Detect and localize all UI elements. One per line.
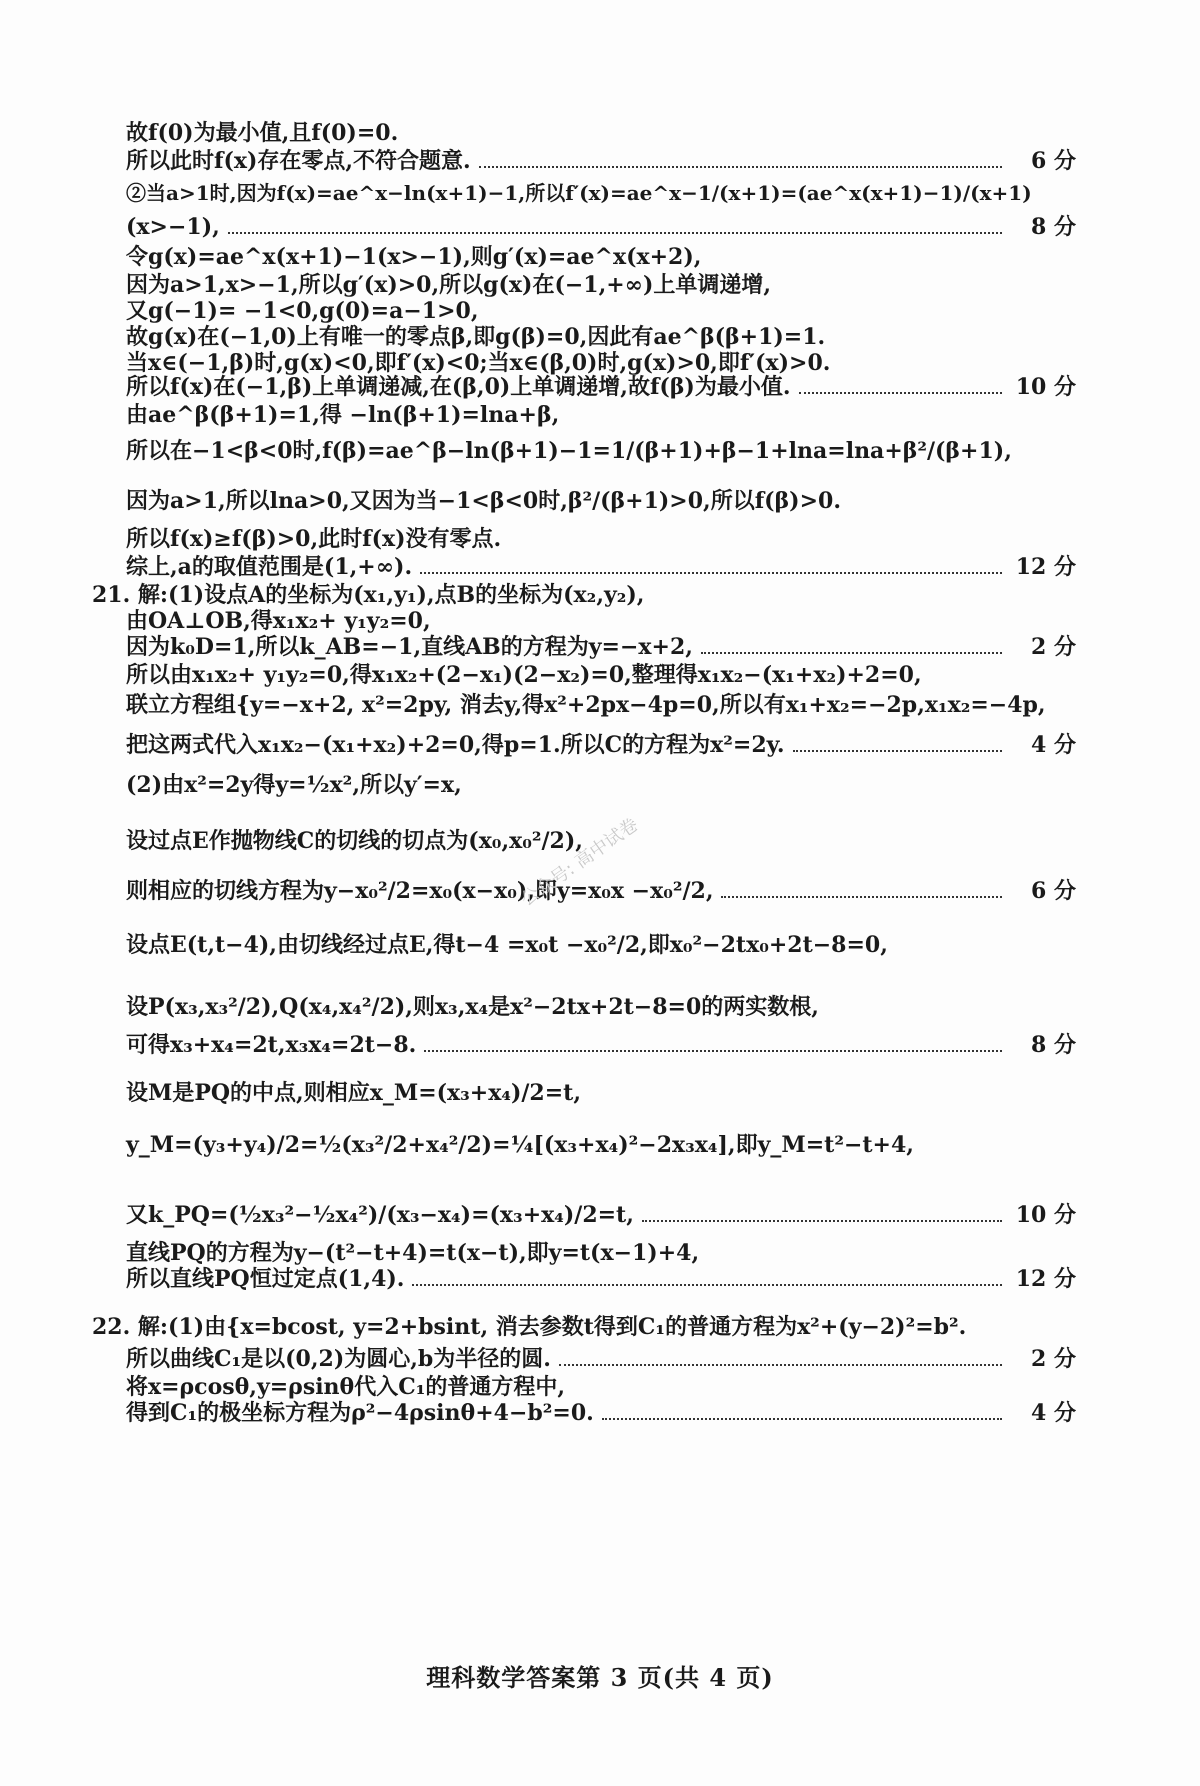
line-text: 所以f(x)在(−1,β)上单调递减,在(β,0)上单调递增,故f(β)为最小值. <box>126 374 791 400</box>
score-label: 10 分 <box>1015 1202 1076 1228</box>
solution-line <box>126 1344 1076 1374</box>
leader-dots <box>479 166 1002 168</box>
score-label: 8 分 <box>1031 1032 1076 1058</box>
line-text: 把这两式代入x₁x₂−(x₁+x₂)+2=0,得p=1.所以C的方程为x²=2y. <box>126 732 785 758</box>
score-label: 12 分 <box>1015 1266 1076 1292</box>
solution-line <box>126 730 1076 760</box>
solution-line <box>126 876 1076 906</box>
line-text: 设P(x₃,x₃²/2),Q(x₄,x₄²/2),则x₃,x₄是x²−2tx+2t−8=0的两实数根, <box>126 994 819 1020</box>
solution-line <box>92 1312 1076 1342</box>
leader-dots <box>228 232 1002 234</box>
solution-line <box>126 1130 1076 1160</box>
leader-dots <box>602 1418 1002 1420</box>
leader-dots <box>793 750 1002 752</box>
leader-dots <box>799 392 1003 394</box>
line-text: 所以由x₁x₂+ y₁y₂=0,得x₁x₂+(2−x₁)(2−x₂)=0,整理得x₁x₂−(x₁+x₂)+2=0, <box>126 662 922 688</box>
leader-dots <box>701 652 1002 654</box>
score-label: 2 分 <box>1031 1346 1076 1372</box>
score-label: 10 分 <box>1015 374 1076 400</box>
solution-line <box>126 372 1076 402</box>
line-text: 令g(x)=ae^x(x+1)−1(x>−1),则g′(x)=ae^x(x+2), <box>126 244 702 270</box>
score-label: 8 分 <box>1031 214 1076 240</box>
leader-dots <box>412 1284 1002 1286</box>
solution-line <box>126 660 1076 690</box>
line-text: 联立方程组{y=−x+2, x²=2py, 消去y,得x²+2px−4p=0,所以有x₁+x₂=−2p,x₁x₂=−4p, <box>126 692 1046 718</box>
line-text: 设点E(t,t−4),由切线经过点E,得t−4 =x₀t −x₀²/2,即x₀²−2tx₀+2t−8=0, <box>126 932 888 958</box>
score-label: 6 分 <box>1031 148 1076 174</box>
score-label: 4 分 <box>1031 732 1076 758</box>
line-text: 故g(x)在(−1,0)上有唯一的零点β,即g(β)=0,因此有ae^β(β+1)=1. <box>126 324 826 350</box>
line-text: 因为a>1,所以lna>0,又因为当−1<β<0时,β²/(β+1)>0,所以f(β)>0. <box>126 488 841 514</box>
solution-line <box>126 524 1076 554</box>
line-text: 故f(0)为最小值,且f(0)=0. <box>126 120 399 146</box>
line-text: 当x∈(−1,β)时,g(x)<0,即f′(x)<0;当x∈(β,0)时,g(x)>0,即f′(x)>0. <box>126 350 831 376</box>
line-text: 设M是PQ的中点,则相应x_M=(x₃+x₄)/2=t, <box>126 1080 581 1106</box>
solution-line <box>126 486 1076 516</box>
line-text: (x>−1), <box>126 214 220 240</box>
line-text: 所以在−1<β<0时,f(β)=ae^β−ln(β+1)−1=1/(β+1)+β−1+lna=lna+β²/(β+1), <box>126 438 1012 464</box>
line-text: 所以f(x)≥f(β)>0,此时f(x)没有零点. <box>126 526 502 552</box>
solution-line <box>126 1200 1076 1230</box>
solution-line <box>126 118 1076 148</box>
line-text: 综上,a的取值范围是(1,+∞). <box>126 554 413 580</box>
line-text: 22. 解:(1)由{x=bcost, y=2+bsint, 消去参数t得到C₁的普通方程为x²+(y−2)²=b². <box>92 1314 967 1340</box>
line-text: 因为k₀D=1,所以k_AB=−1,直线AB的方程为y=−x+2, <box>126 634 693 660</box>
solution-line <box>126 930 1076 960</box>
score-label: 6 分 <box>1031 878 1076 904</box>
solution-line <box>126 1030 1076 1060</box>
solution-line <box>126 552 1076 582</box>
line-text: 可得x₃+x₄=2t,x₃x₄=2t−8. <box>126 1032 417 1058</box>
solution-line <box>126 212 1076 242</box>
line-text: 直线PQ的方程为y−(t²−t+4)=t(x−t),即y=t(x−1)+4, <box>126 1240 700 1266</box>
line-text: 因为a>1,x>−1,所以g′(x)>0,所以g(x)在(−1,+∞)上单调递增, <box>126 272 772 298</box>
line-text: 设过点E作抛物线C的切线的切点为(x₀,x₀²/2), <box>126 828 583 854</box>
score-label: 12 分 <box>1015 554 1076 580</box>
watermark: 公众号: 高中试卷 <box>517 814 643 911</box>
line-text: 又k_PQ=(½x₃²−½x₄²)/(x₃−x₄)=(x₃+x₄)/2=t, <box>126 1202 634 1228</box>
leader-dots <box>420 572 1002 574</box>
leader-dots <box>721 896 1002 898</box>
line-text: 所以直线PQ恒过定点(1,4). <box>126 1266 405 1292</box>
line-text: 由ae^β(β+1)=1,得 −ln(β+1)=lna+β, <box>126 402 560 428</box>
line-text: 所以曲线C₁是以(0,2)为圆心,b为半径的圆. <box>126 1346 551 1372</box>
leader-dots <box>559 1364 1002 1366</box>
solution-line <box>126 690 1076 720</box>
solution-line <box>126 632 1076 662</box>
score-label: 4 分 <box>1031 1400 1076 1426</box>
line-text: (2)由x²=2y得y=½x²,所以y′=x, <box>126 772 462 798</box>
solution-line <box>126 146 1076 176</box>
solution-line <box>126 992 1076 1022</box>
solution-line <box>126 1078 1076 1108</box>
leader-dots <box>424 1050 1002 1052</box>
line-text: y_M=(y₃+y₄)/2=½(x₃²/2+x₄²/2)=¼[(x₃+x₄)²−2x₃x₄],即y_M=t²−t+4, <box>126 1132 914 1158</box>
line-text: 又g(−1)= −1<0,g(0)=a−1>0, <box>126 298 479 324</box>
page-footer: 理科数学答案第 3 页(共 4 页) <box>426 1663 774 1692</box>
solution-line <box>126 770 1076 800</box>
line-text: 由OA⊥OB,得x₁x₂+ y₁y₂=0, <box>126 608 431 634</box>
solution-line <box>126 400 1076 430</box>
solution-line <box>126 1264 1076 1294</box>
line-text: ②当a>1时,因为f(x)=ae^x−ln(x+1)−1,所以f′(x)=ae^x−1/(x+1)=(ae^x(x+1)−1)/(x+1) <box>126 181 1032 205</box>
solution-line <box>126 178 1076 208</box>
score-label: 2 分 <box>1031 634 1076 660</box>
line-text: 将x=ρcosθ,y=ρsinθ代入C₁的普通方程中, <box>126 1374 566 1400</box>
solution-line <box>126 436 1076 466</box>
line-text: 则相应的切线方程为y−x₀²/2=x₀(x−x₀),即y=x₀x −x₀²/2, <box>126 878 714 904</box>
line-text: 得到C₁的极坐标方程为ρ²−4ρsinθ+4−b²=0. <box>126 1400 594 1426</box>
line-text: 21. 解:(1)设点A的坐标为(x₁,y₁),点B的坐标为(x₂,y₂), <box>92 582 645 608</box>
leader-dots <box>642 1220 1002 1222</box>
solution-line <box>126 242 1076 272</box>
solution-line <box>126 1398 1076 1428</box>
line-text: 所以此时f(x)存在零点,不符合题意. <box>126 148 471 174</box>
